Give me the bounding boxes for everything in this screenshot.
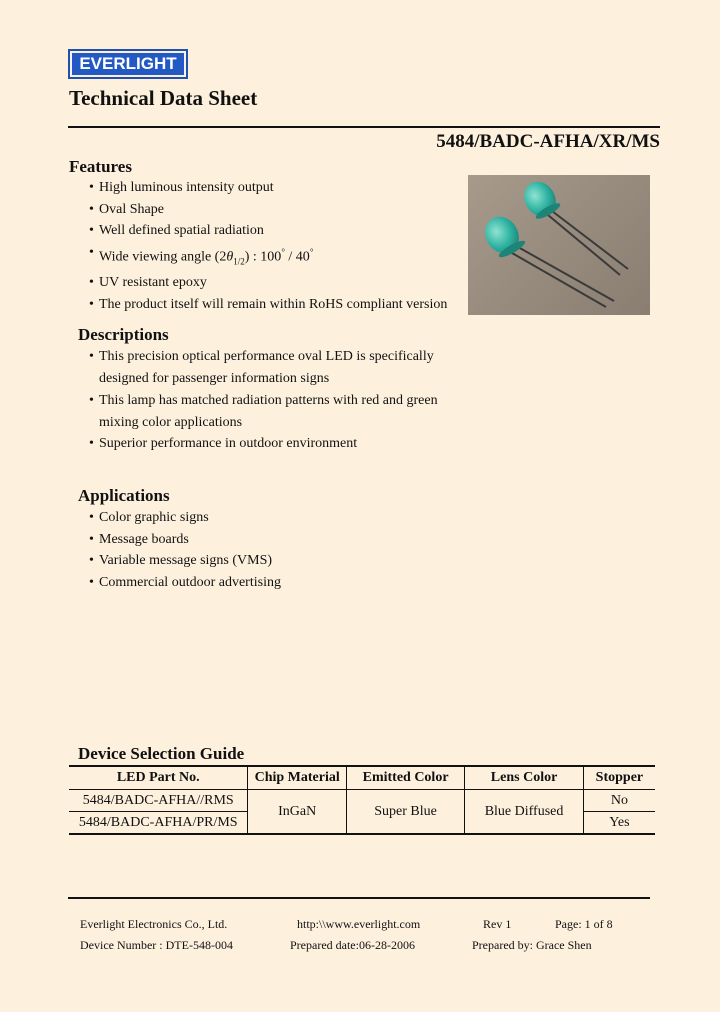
led-illustration [468,175,650,315]
list-item: designed for passenger information signs [99,371,330,386]
part-number-title: 5484/BADC-AFHA/XR/MS [436,131,660,152]
table-row [69,790,655,812]
list-item: • This lamp has matched radiation patterns with red and green [89,393,438,408]
part-number-cell: 5484/BADC-AFHA//RMS [69,790,248,812]
column-header: Stopper [583,766,655,790]
footer-url[interactable]: http:\\www.everlight.com [297,917,421,931]
features-heading: Features [69,157,132,176]
chip-material-cell: InGaN [248,790,346,835]
header-rule [68,126,660,128]
applications-heading: Applications [78,486,170,505]
stopper-cell: Yes [583,812,655,835]
selection-guide-heading: Device Selection Guide [78,744,245,763]
column-header: Lens Color [465,766,583,790]
footer-page-number: Page: 1 of 8 [555,917,613,931]
footer-company: Everlight Electronics Co., Ltd. [80,917,228,931]
lens-color-cell: Blue Diffused [465,790,583,835]
footer-revision: Rev 1 [483,917,512,931]
list-item: • Wide viewing angle $(2\theta_{1/2})$ : 100° / 40° [89,244,314,266]
list-item: • Message boards [89,531,189,547]
footer-rule [68,897,650,899]
list-item: • This precision optical performance oval LED is specifically [89,349,434,364]
document-title: Technical Data Sheet [69,86,258,110]
list-item: • Commercial outdoor advertising [89,574,281,590]
emitted-color-cell: Super Blue [346,790,464,835]
table-header-row [69,766,655,790]
list-item: • Superior performance in outdoor environment [89,436,358,451]
part-number-cell: 5484/BADC-AFHA/PR/MS [69,812,248,835]
device-selection-table [69,765,655,835]
footer-device-number: Device Number : DTE-548-004 [80,938,233,952]
list-item: • UV resistant epoxy [89,275,207,291]
led-product-photo [468,175,650,315]
list-item: • Variable message signs (VMS) [89,553,273,568]
descriptions-list [89,345,438,454]
column-header: Chip Material [248,766,346,790]
list-item: • Color graphic signs [89,510,209,525]
column-header: LED Part No. [69,766,248,790]
list-item: • Well defined spatial radiation [89,223,264,238]
applications-list [89,507,281,593]
footer-prepared-date: Prepared date:06-28-2006 [290,938,415,952]
column-header: Emitted Color [346,766,464,790]
list-item: • High luminous intensity output [89,180,274,195]
list-item: • The product itself will remain within RoHS compliant version [89,296,448,312]
stopper-cell: No [583,790,655,812]
list-item: • Oval Shape [89,201,164,217]
descriptions-heading: Descriptions [78,325,169,344]
footer-prepared-by: Prepared by: Grace Shen [472,938,592,952]
everlight-logo [68,49,188,79]
logo-text: EVERLIGHT [72,53,184,75]
features-list [89,177,447,315]
list-item: mixing color applications [99,415,243,430]
